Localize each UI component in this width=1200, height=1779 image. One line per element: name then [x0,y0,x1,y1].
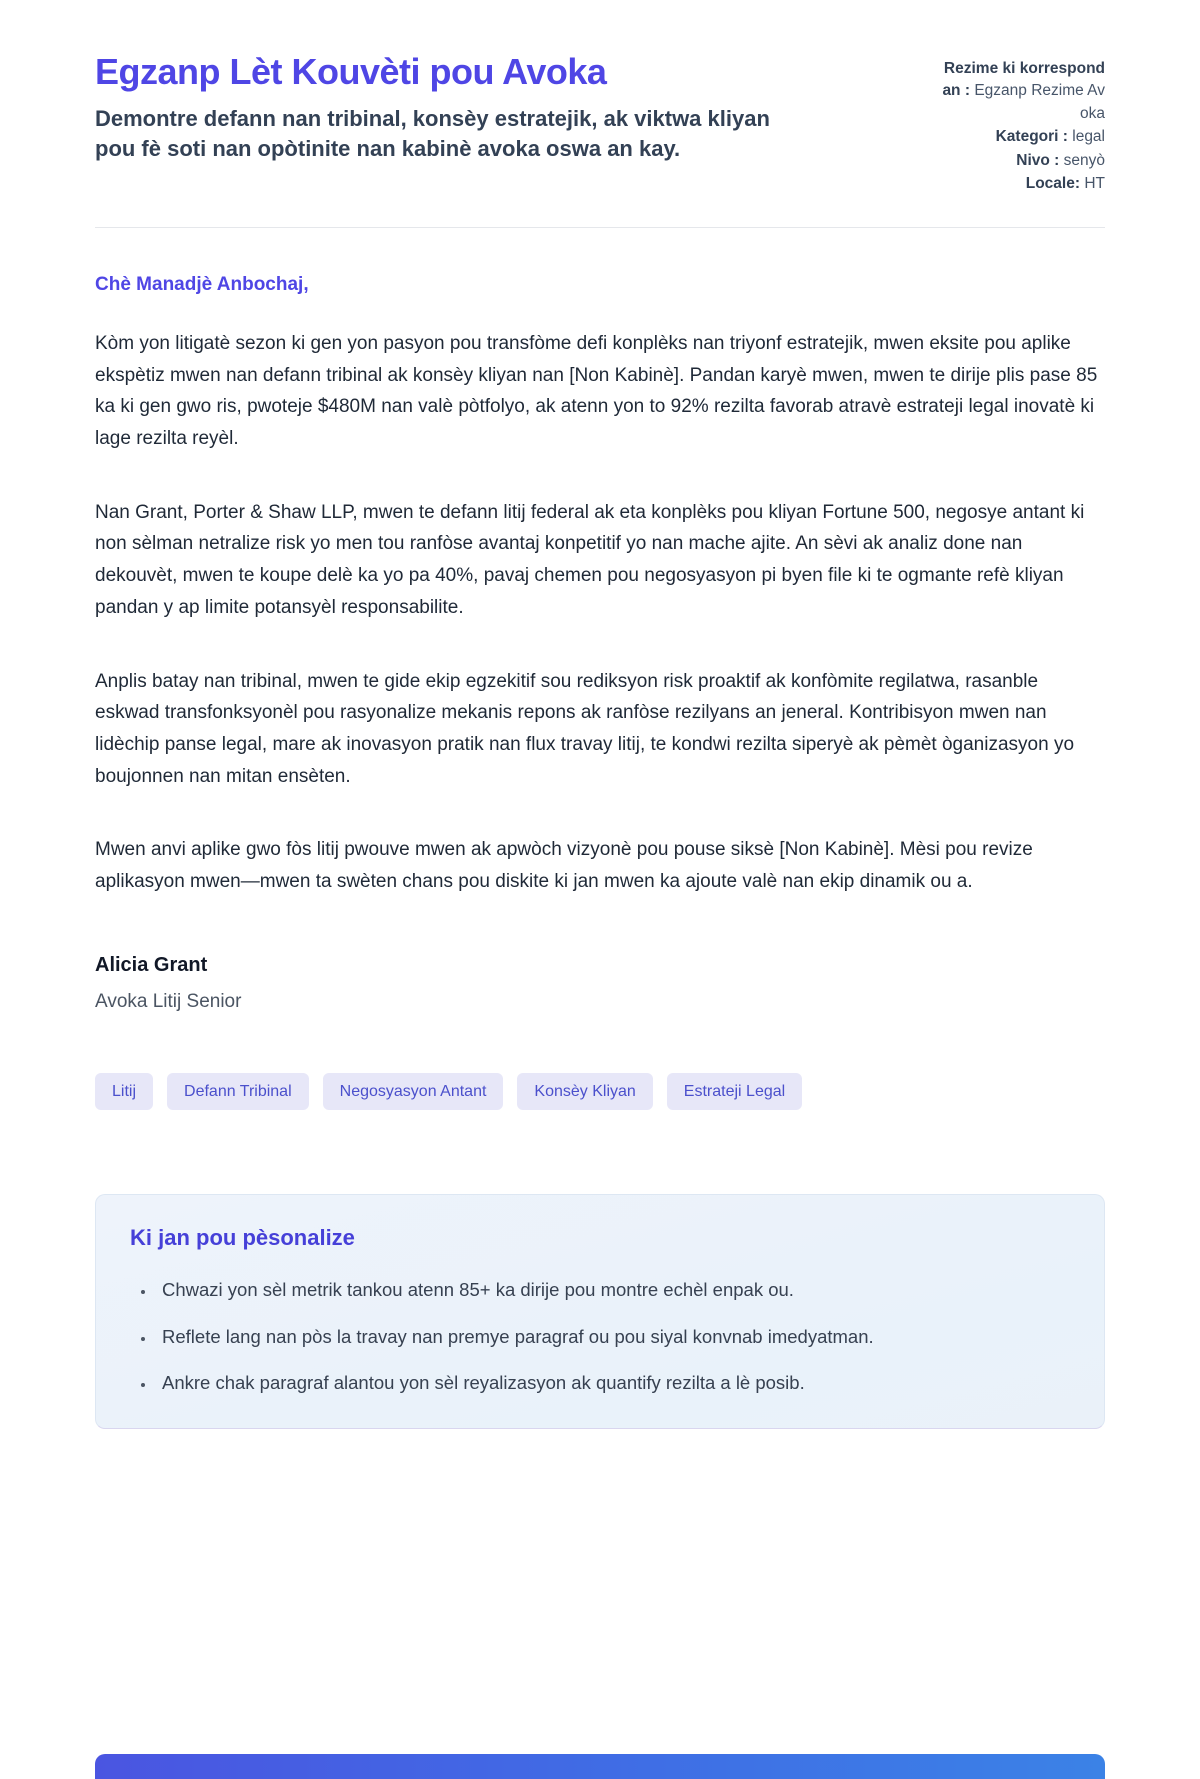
letter-greeting: Chè Manadjè Anbochaj, [95,273,309,295]
tips-heading: Ki jan pou pèsonalize [130,1225,355,1251]
tag-chip: Estrateji Legal [667,1073,802,1110]
tag-list [95,1073,1105,1110]
page-subtitle: Demontre defann nan tribinal, konsèy estratejik, ak viktwa kliyan pou fè soti nan opòtinite nan kabinè avoka oswa an kay. [95,105,770,162]
meta-locale-row [940,173,1105,195]
meta-locale-value: HT [1084,175,1105,193]
letter-paragraph: Kòm yon litigatè sezon ki gen yon pasyon pou transfòme defi konplèks nan triyonf estratejik, mwen eksite pou aplike ekspètiz mwen nan defann tribinal ak konsèy kliyan nan [Non Kabinè]. Pandan karyè mwen, mwen te dirije plis pase 85 ka ki gen gwo ris, pwoteje $480M nan valè pòtfolyo, ak atenn yon to 92% rezilta favorab atravè estrateji legal inovatè ki lage rezilta reyèl. [95,332,1098,449]
meta-category-value: legal [1072,128,1105,146]
meta-panel [940,52,1105,197]
content-container [95,0,1105,1429]
signature-block [95,954,1105,1013]
tag-chip: Defann Tribinal [167,1073,309,1110]
personalize-tips-box [95,1194,1105,1429]
meta-resume-row [940,58,1105,125]
meta-category-label: Kategori : [995,128,1068,146]
tip-item: • Chwazi yon sèl metrik tankou atenn 85+ ka dirije pou montre echèl enpak ou. [156,1275,1070,1305]
header [95,52,1105,197]
tag-chip: Negosyasyon Antant [323,1073,504,1110]
signature-name: Alicia Grant [95,953,208,976]
letter-paragraph: Mwen anvi aplike gwo fòs litij pwouve mwen ak apwòch vizyonè pou pouse siksè [Non Kabinè]. Mèsi pou revize aplikasyon mwen—mwen ta swèten chans pou diskite ki jan mwen ka ajoute valè nan ekip dinamik ou a. [95,839,1033,893]
header-divider [95,227,1105,228]
bottom-banner [95,1754,1105,1779]
meta-level-row [940,150,1105,172]
letter-paragraphs [95,328,1105,898]
meta-resume-label: Rezime ki korrespondan : [942,60,1105,100]
letter-paragraph: Nan Grant, Porter & Shaw LLP, mwen te defann litij federal ak eta konplèks pou kliyan Fortune 500, negosye antant ki non sèlman netralize risk yo men tou ranfòse avantaj konpetitif yo nan mache ajite. An sèvi ak analiz done nan dekouvèt, mwen te koupe delè ka yo pa 40%, pavaj chemen pou negosyasyon pi byen file ki te ogmante refè kliyan pandan y ap limite potansyèl responsabilite. [95,501,1085,618]
header-title-block [95,52,775,165]
tips-list [130,1275,1070,1398]
cover-letter-body [95,274,1105,1013]
page-title: Egzanp Lèt Kouvèti pou Avoka [95,51,607,92]
meta-resume-value: Egzanp Rezime Avoka [974,82,1105,122]
tip-item: • Ankre chak paragraf alantou yon sèl reyalizasyon ak quantify rezilta a lè posib. [156,1368,1070,1398]
meta-category-row [940,126,1105,148]
meta-level-value: senyò [1063,151,1105,169]
meta-level-label: Nivo : [1016,151,1060,169]
tip-item: • Reflete lang nan pòs la travay nan premye paragraf ou pou siyal konvnab imedyatman. [156,1322,1070,1352]
tag-chip: Konsèy Kliyan [517,1073,652,1110]
tag-chip: Litij [95,1073,153,1110]
signature-role: Avoka Litij Senior [95,990,242,1012]
letter-paragraph: Anplis batay nan tribinal, mwen te gide ekip egzekitif sou rediksyon risk proaktif ak konfòmite regilatwa, rasanble eskwad transfonksyonèl pou rasyonalize mekanis repons ak ranfòse rezilyans an jeneral. Kontribisyon mwen nan lidèchip panse legal, mare ak inovasyon pratik nan flux travay litij, te kondwi rezilta siperyè ak pèmèt òganizasyon yo boujonnen nan mitan ensèten. [95,670,1075,787]
meta-locale-label: Locale: [1025,175,1081,193]
